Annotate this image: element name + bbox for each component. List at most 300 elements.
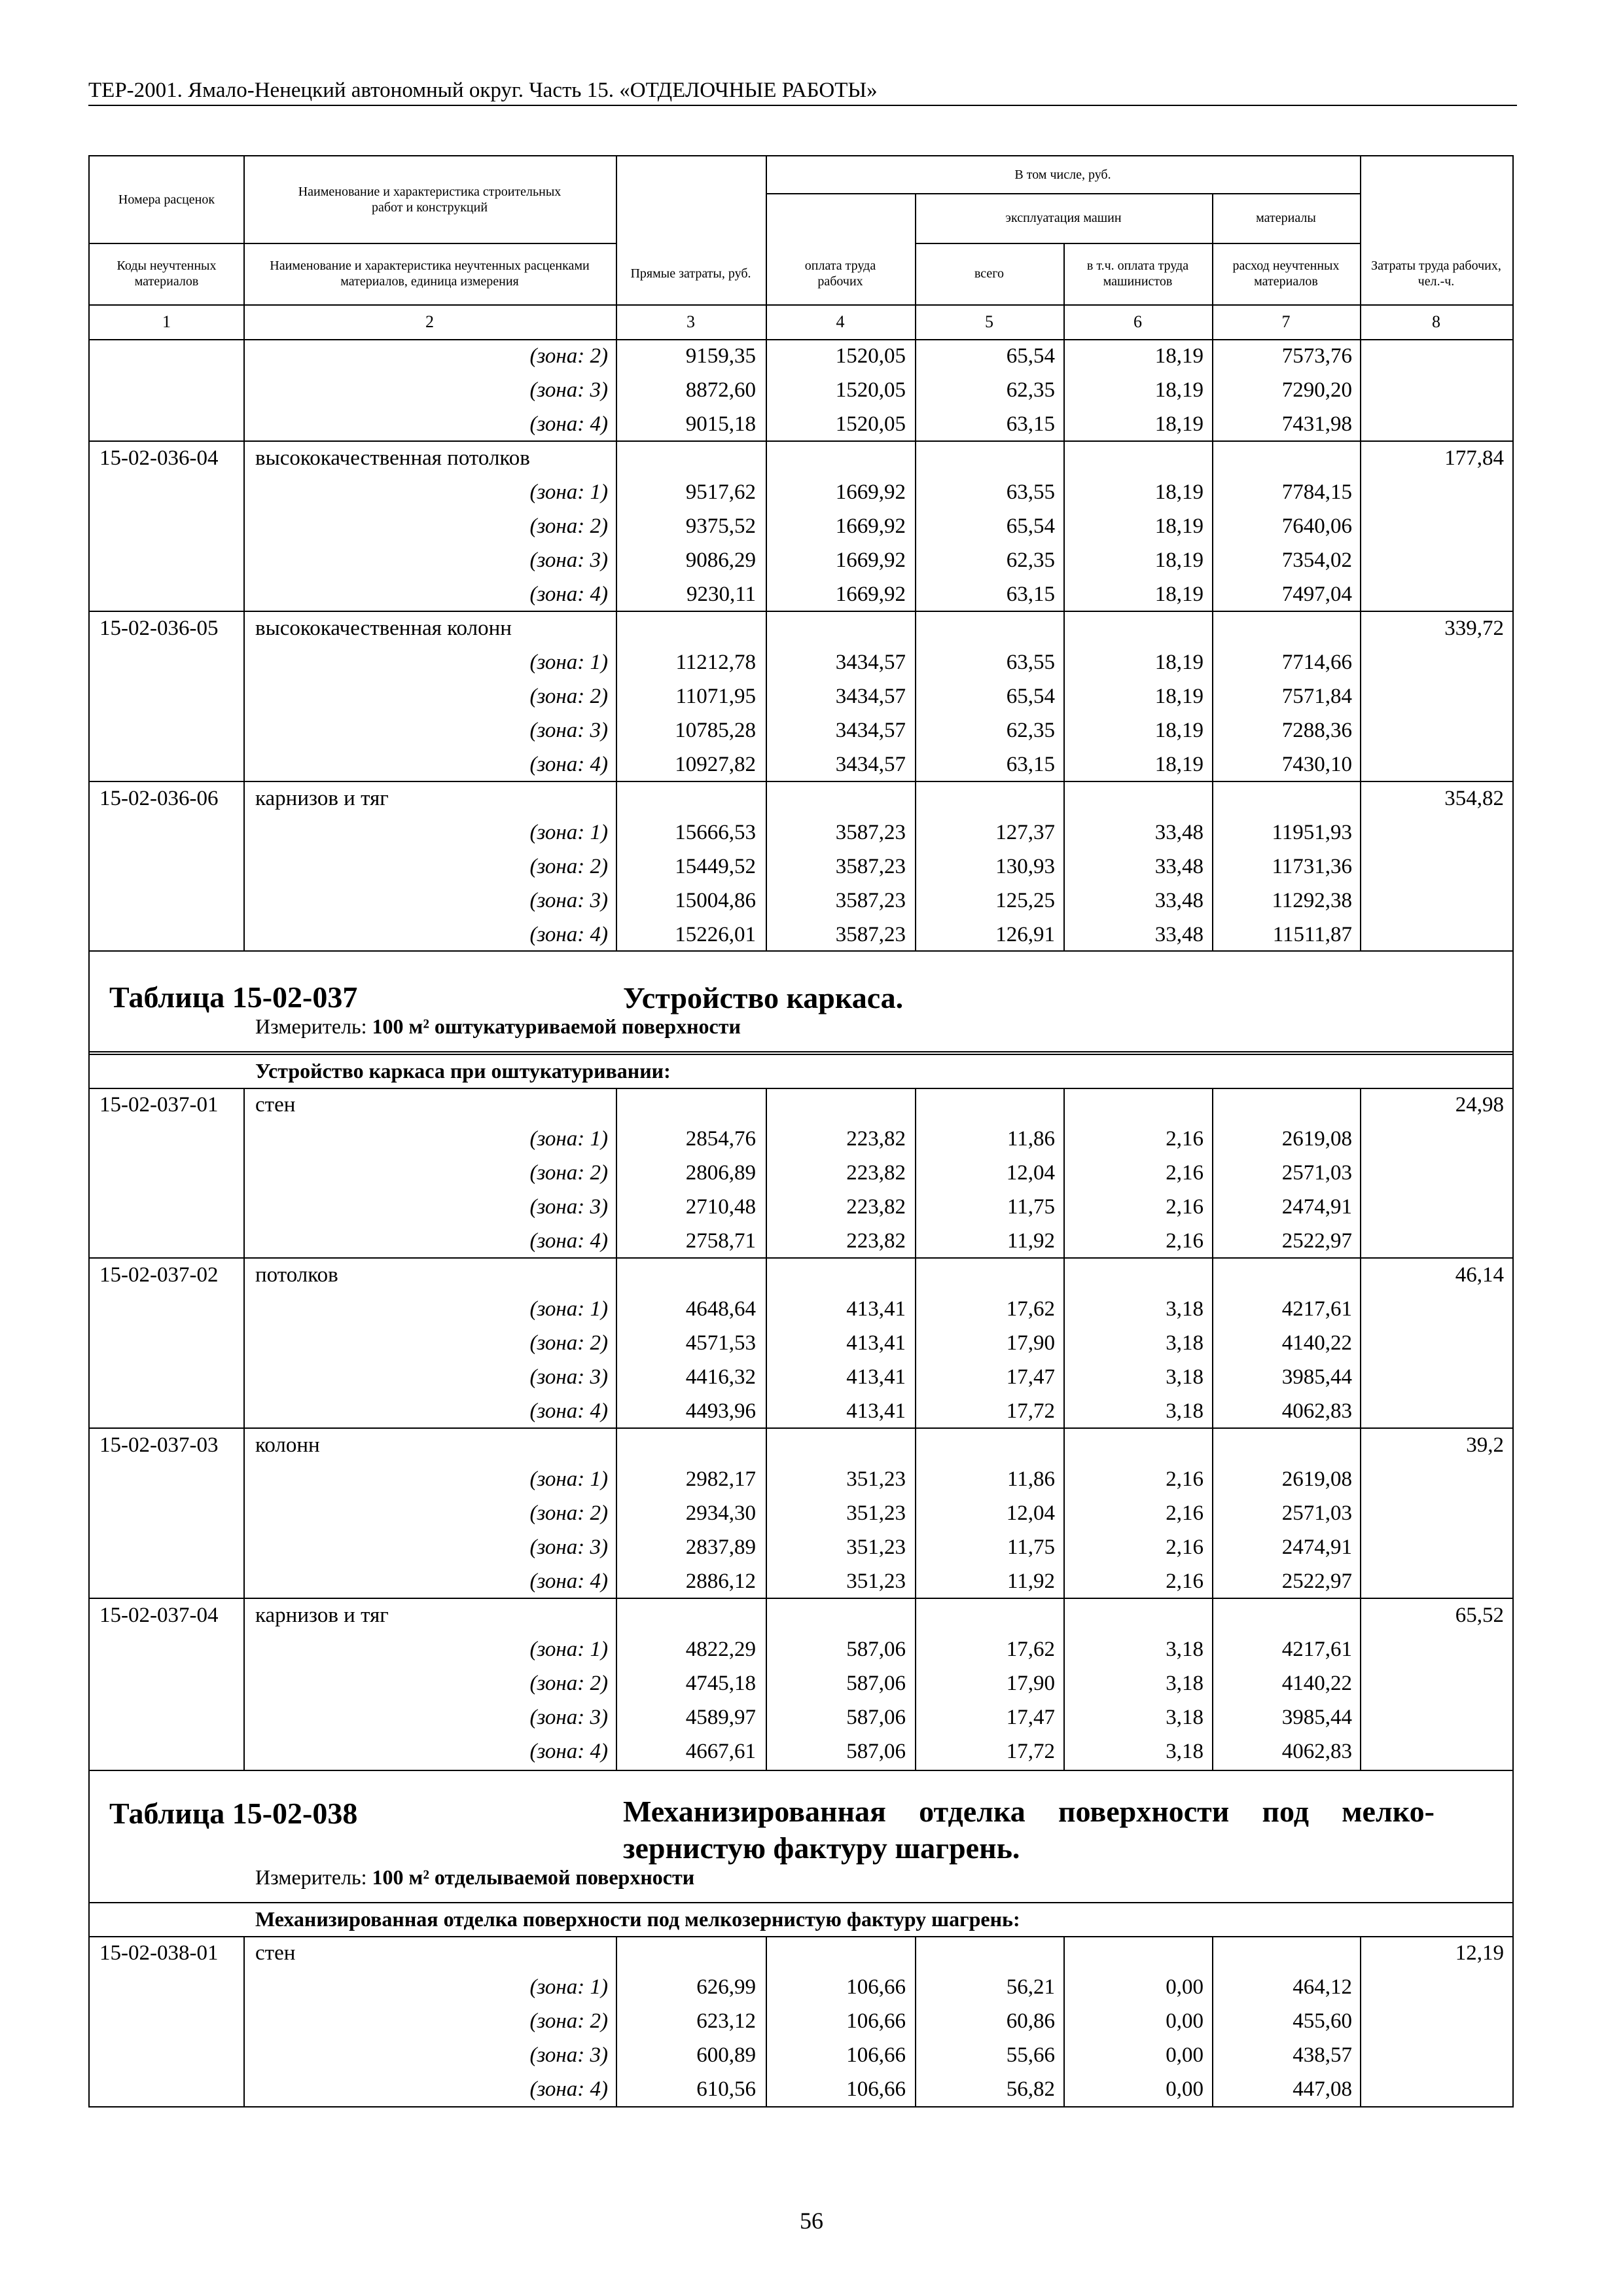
labor-wage: 587,06 [846,1672,906,1695]
materials-cost: 7714,66 [1281,651,1352,674]
table-row [90,1734,1512,1768]
zone-label: (зона: 4) [529,1570,608,1593]
table-body-037 [88,1088,1514,1771]
materials-cost: 7354,02 [1281,548,1352,572]
labor-wage: 106,66 [846,2009,906,2033]
materials-cost: 464,12 [1293,1975,1352,1999]
work-name: стен [255,1093,296,1117]
machine-total: 55,66 [1006,2043,1055,2067]
materials-cost: 7573,76 [1281,344,1352,368]
labor-wage: 3587,23 [835,889,906,912]
measurement-label: Измеритель: [255,1014,367,1038]
labor-hours: 177,84 [1444,446,1504,470]
table-number: Таблица 15-02-038 [109,1797,358,1830]
labor-hours: 24,98 [1455,1093,1504,1117]
table-row [90,1224,1512,1258]
zone-label: (зона: 2) [529,1501,608,1525]
materials-header: материалы [1256,211,1316,225]
machine-total: 17,62 [1006,1297,1055,1321]
materials-cost: 3985,44 [1281,1365,1352,1389]
machinist-wage: 2,16 [1166,1229,1204,1253]
col8-header: Затраты труда рабочих, чел.-ч. [1371,259,1501,289]
labor-wage: 3587,23 [835,855,906,878]
work-name: карнизов и тяг [255,1604,389,1627]
labor-wage: 3434,57 [835,685,906,708]
machinist-wage: 18,19 [1154,753,1204,776]
materials-cost: 2619,08 [1281,1467,1352,1491]
table-row [90,1394,1512,1428]
group-header: В том числе, руб. [1014,168,1111,182]
labor-hours: 46,14 [1455,1263,1504,1287]
labor-hours: 65,52 [1455,1604,1504,1627]
machinist-wage: 18,19 [1154,514,1204,538]
labor-wage: 351,23 [846,1501,906,1525]
labor-wage: 413,41 [846,1399,906,1423]
work-name: карнизов и тяг [255,787,389,810]
machine-total: 63,55 [1006,651,1055,674]
machinist-wage: 18,19 [1154,378,1204,402]
machine-total: 63,15 [1006,583,1055,606]
direct-cost: 4667,61 [685,1740,756,1763]
labor-wage: 1669,92 [835,514,906,538]
materials-cost: 4217,61 [1281,1297,1352,1321]
labor-wage: 351,23 [846,1570,906,1593]
table-row [90,1700,1512,1734]
zone-label: (зона: 1) [529,1467,608,1491]
machine-total: 63,15 [1006,753,1055,776]
machinist-wage: 18,19 [1154,685,1204,708]
direct-cost: 610,56 [696,2077,756,2101]
labor-wage: 3587,23 [835,821,906,844]
table-row [90,577,1512,611]
zone-label: (зона: 2) [529,855,608,878]
direct-cost: 11212,78 [675,651,756,674]
rate-code: 15-02-037-04 [99,1604,219,1627]
labor-wage: 106,66 [846,2043,906,2067]
table-row [90,884,1512,918]
direct-cost: 11071,95 [675,685,756,708]
machine-total: 11,75 [1007,1535,1055,1559]
zone-label: (зона: 4) [529,753,608,776]
direct-cost: 9517,62 [685,480,756,504]
machine-total: 130,93 [995,855,1055,878]
direct-cost: 10785,28 [675,719,756,742]
machine-total: 11,86 [1007,1467,1055,1491]
zone-label: (зона: 2) [529,514,608,538]
col-number: 5 [985,312,993,331]
machine-total: 17,47 [1006,1365,1055,1389]
zone-label: (зона: 2) [529,1331,608,1355]
rate-code: 15-02-037-02 [99,1263,219,1287]
table-body-038 [88,1936,1514,2108]
rate-code: 15-02-036-06 [99,787,219,810]
materials-cost: 4217,61 [1281,1638,1352,1661]
rate-code: 15-02-037-01 [99,1093,219,1117]
col-number: 7 [1281,312,1291,331]
materials-cost: 7290,20 [1281,378,1352,402]
machine-total: 62,35 [1006,378,1055,402]
direct-cost: 626,99 [696,1975,756,1999]
direct-cost: 15666,53 [675,821,756,844]
labor-wage: 1669,92 [835,480,906,504]
labor-wage: 587,06 [846,1706,906,1729]
machine-total: 11,86 [1007,1127,1055,1151]
zone-label: (зона: 4) [529,412,608,436]
zone-label: (зона: 4) [529,1740,608,1763]
materials-cost: 447,08 [1293,2077,1352,2101]
labor-wage: 587,06 [846,1740,906,1763]
labor-wage: 351,23 [846,1467,906,1491]
table-row [90,1598,1512,1632]
table-row [90,2004,1512,2038]
work-name: колонн [255,1433,320,1457]
machine-total: 125,25 [995,889,1055,912]
zone-label: (зона: 4) [529,1399,608,1423]
subheading: Механизированная отделка поверхности под мелкозернистую фактуру шагрень: [255,1907,1020,1931]
zone-label: (зона: 3) [529,1535,608,1559]
table-row [90,1326,1512,1360]
labor-wage: 1520,05 [835,412,906,436]
table-row [90,645,1512,679]
zone-label: (зона: 1) [529,1975,608,1999]
machinist-wage: 2,16 [1166,1161,1204,1185]
machinist-wage: 0,00 [1166,1975,1204,1999]
direct-cost: 4571,53 [685,1331,756,1355]
materials-cost: 3985,44 [1281,1706,1352,1729]
col1-top-header: Номера расценок [118,192,215,207]
table-row [90,816,1512,850]
zone-label: (зона: 2) [529,1161,608,1185]
machine-total: 56,82 [1006,2077,1055,2101]
direct-cost: 15449,52 [675,855,756,878]
table-row [90,781,1512,816]
measurement-value: 100 м² оштукатуриваемой поверхности [372,1014,741,1038]
materials-cost: 7431,98 [1281,412,1352,436]
col3-header: Прямые затраты, руб. [630,266,751,281]
materials-cost: 2522,97 [1281,1570,1352,1593]
col7-header: расход неучтенных материалов [1232,259,1340,289]
materials-cost: 2571,03 [1281,1501,1352,1525]
table-row [90,509,1512,543]
zone-label: (зона: 1) [529,821,608,844]
materials-cost: 11292,38 [1272,889,1352,912]
col-number: 2 [425,312,434,331]
rate-code: 15-02-037-03 [99,1433,219,1457]
materials-cost: 4140,22 [1281,1331,1352,1355]
machine-total: 17,72 [1006,1740,1055,1763]
machinist-wage: 33,48 [1154,821,1204,844]
table-row [90,1970,1512,2004]
col5-header: всего [974,266,1005,281]
direct-cost: 600,89 [696,2043,756,2067]
table-row [90,1122,1512,1156]
table-row [90,2072,1512,2106]
labor-wage: 1520,05 [835,378,906,402]
direct-cost: 2710,48 [685,1195,756,1219]
col2-bottom-header: Наименование и характеристика неучтенных расценками материалов, единица измерения [270,259,590,289]
rate-code: 15-02-036-04 [99,446,219,470]
direct-cost: 15226,01 [675,923,756,946]
materials-cost: 7640,06 [1281,514,1352,538]
machine-total: 126,91 [995,923,1055,946]
machine-total: 63,15 [1006,412,1055,436]
labor-wage: 351,23 [846,1535,906,1559]
machine-total: 65,54 [1006,344,1055,368]
zone-label: (зона: 3) [529,378,608,402]
direct-cost: 2806,89 [685,1161,756,1185]
col-number: 4 [836,312,845,331]
materials-cost: 4062,83 [1281,1399,1352,1423]
table-row [90,339,1512,373]
direct-cost: 4745,18 [685,1672,756,1695]
direct-cost: 9159,35 [685,344,756,368]
machinist-wage: 2,16 [1166,1501,1204,1525]
machine-total: 12,04 [1006,1501,1055,1525]
materials-cost: 455,60 [1293,2009,1352,2033]
zone-label: (зона: 1) [529,651,608,674]
direct-cost: 9375,52 [685,514,756,538]
table-row [90,611,1512,645]
direct-cost: 9086,29 [685,548,756,572]
zone-label: (зона: 3) [529,548,608,572]
materials-cost: 2474,91 [1281,1195,1352,1219]
machine-total: 12,04 [1006,1161,1055,1185]
table-row [90,747,1512,781]
zone-label: (зона: 3) [529,719,608,742]
running-header: ТЕР-2001. Ямало-Ненецкий автономный округ. Часть 15. «ОТДЕЛОЧНЫЕ РАБОТЫ» [88,79,878,102]
table-row [90,543,1512,577]
table-row [90,918,1512,952]
col-number: 3 [687,312,695,331]
zone-label: (зона: 1) [529,1638,608,1661]
measurement-unit [255,1865,694,1890]
labor-wage: 223,82 [846,1127,906,1151]
table-row [90,1360,1512,1394]
machinist-wage: 18,19 [1154,480,1204,504]
work-name: потолков [255,1263,338,1287]
direct-cost: 2837,89 [685,1535,756,1559]
materials-cost: 2619,08 [1281,1127,1352,1151]
table-row [90,407,1512,441]
table-title: Устройство каркаса. [623,981,904,1014]
machinist-wage: 0,00 [1166,2043,1204,2067]
machinist-wage: 0,00 [1166,2009,1204,2033]
machine-total: 17,90 [1006,1672,1055,1695]
machinist-wage: 18,19 [1154,719,1204,742]
machinist-wage: 3,18 [1166,1740,1204,1763]
direct-cost: 2854,76 [685,1127,756,1151]
table-body-036 [88,339,1514,952]
materials-cost: 2474,91 [1281,1535,1352,1559]
machine-total: 60,86 [1006,2009,1055,2033]
labor-hours: 12,19 [1455,1941,1504,1965]
table-row [90,679,1512,713]
labor-wage: 413,41 [846,1331,906,1355]
zone-label: (зона: 1) [529,1297,608,1321]
labor-wage: 223,82 [846,1161,906,1185]
table-row [90,475,1512,509]
machinist-wage: 2,16 [1166,1467,1204,1491]
machinist-wage: 3,18 [1166,1365,1204,1389]
machine-total: 65,54 [1006,685,1055,708]
machinist-wage: 18,19 [1154,583,1204,606]
materials-cost: 438,57 [1293,2043,1352,2067]
direct-cost: 2934,30 [685,1501,756,1525]
direct-cost: 623,12 [696,2009,756,2033]
zone-label: (зона: 2) [529,344,608,368]
machine-total: 17,90 [1006,1331,1055,1355]
materials-cost: 7288,36 [1281,719,1352,742]
machine-total: 11,92 [1007,1229,1055,1253]
labor-wage: 413,41 [846,1297,906,1321]
header-rule [88,105,1517,106]
table-header [88,155,1514,340]
labor-hours: 354,82 [1444,787,1504,810]
table-title: Механизированная отделка поверхности под мелко-зернистую фактуру шагрень. [623,1795,1435,1865]
col4-header: оплата труда рабочих [804,259,876,289]
direct-cost: 4416,32 [685,1365,756,1389]
subheading: Устройство каркаса при оштукатуривании: [255,1059,671,1083]
table-row [90,850,1512,884]
rate-code: 15-02-036-05 [99,617,219,640]
col1-bottom-header: Коды неучтенных материалов [116,259,217,289]
materials-cost: 2571,03 [1281,1161,1352,1185]
table-row [90,1258,1512,1292]
machinist-wage: 33,48 [1154,923,1204,946]
machinist-wage: 18,19 [1154,548,1204,572]
table-row [90,1088,1512,1122]
measurement-unit [255,1014,741,1039]
labor-wage: 413,41 [846,1365,906,1389]
table-row [90,1496,1512,1530]
machinist-wage: 3,18 [1166,1672,1204,1695]
zone-label: (зона: 3) [529,2043,608,2067]
table-row [90,373,1512,407]
direct-cost: 9015,18 [685,412,756,436]
labor-hours: 39,2 [1466,1433,1504,1457]
labor-wage: 1520,05 [835,344,906,368]
table-row [90,1292,1512,1326]
materials-cost: 4140,22 [1281,1672,1352,1695]
measurement-value: 100 м² отделываемой поверхности [372,1865,695,1889]
col-number: 6 [1133,312,1142,331]
table-row [90,1666,1512,1700]
col-number: 8 [1432,312,1440,331]
machinist-wage: 33,48 [1154,889,1204,912]
machinist-wage: 0,00 [1166,2077,1204,2101]
materials-cost: 7571,84 [1281,685,1352,708]
labor-wage: 1669,92 [835,548,906,572]
zone-label: (зона: 4) [529,2077,608,2101]
table-row [90,1428,1512,1462]
labor-wage: 587,06 [846,1638,906,1661]
table-row [90,1632,1512,1666]
machinist-wage: 2,16 [1166,1195,1204,1219]
materials-cost: 7784,15 [1281,480,1352,504]
labor-wage: 1669,92 [835,583,906,606]
labor-wage: 3434,57 [835,719,906,742]
page-number: 56 [800,2208,823,2234]
machine-total: 17,62 [1006,1638,1055,1661]
labor-wage: 3434,57 [835,753,906,776]
machine-total: 11,75 [1007,1195,1055,1219]
zone-label: (зона: 3) [529,1365,608,1389]
direct-cost: 2982,17 [685,1467,756,1491]
zone-label: (зона: 4) [529,1229,608,1253]
labor-hours: 339,72 [1444,617,1504,640]
labor-wage: 223,82 [846,1195,906,1219]
materials-cost: 2522,97 [1281,1229,1352,1253]
materials-cost: 11951,93 [1272,821,1352,844]
machine-total: 11,92 [1007,1570,1055,1593]
direct-cost: 2886,12 [685,1570,756,1593]
col6-header: в т.ч. оплата труда машинистов [1086,259,1189,289]
table-caption-038 [88,1770,1514,1903]
zone-label: (зона: 2) [529,685,608,708]
machine-total: 63,55 [1006,480,1055,504]
zone-label: (зона: 4) [529,923,608,946]
table-number: Таблица 15-02-037 [109,980,358,1014]
machinist-wage: 3,18 [1166,1297,1204,1321]
work-name: стен [255,1941,296,1965]
zone-label: (зона: 4) [529,583,608,606]
machine-total: 17,72 [1006,1399,1055,1423]
machinist-wage: 3,18 [1166,1399,1204,1423]
table-row [90,1530,1512,1564]
measurement-label: Измеритель: [255,1865,367,1889]
zone-label: (зона: 2) [529,1672,608,1695]
direct-cost: 4589,97 [685,1706,756,1729]
table-row [90,441,1512,475]
zone-label: (зона: 2) [529,2009,608,2033]
table-row [90,1156,1512,1190]
direct-cost: 4493,96 [685,1399,756,1423]
labor-wage: 3434,57 [835,651,906,674]
machinist-wage: 33,48 [1154,855,1204,878]
labor-wage: 106,66 [846,2077,906,2101]
machine-total: 17,47 [1006,1706,1055,1729]
table-row [90,1462,1512,1496]
machine-total: 62,35 [1006,719,1055,742]
table-row [90,1936,1512,1970]
machine-total: 127,37 [995,821,1055,844]
machinist-wage: 3,18 [1166,1638,1204,1661]
table-row [90,1564,1512,1598]
machinist-wage: 2,16 [1166,1127,1204,1151]
machinist-wage: 18,19 [1154,651,1204,674]
machine-total: 62,35 [1006,548,1055,572]
machinist-wage: 18,19 [1154,344,1204,368]
materials-cost: 4062,83 [1281,1740,1352,1763]
subheading-row-037 [88,1054,1514,1089]
table-row [90,2038,1512,2072]
materials-cost: 11731,36 [1272,855,1352,878]
subheading-row-038 [88,1902,1514,1937]
zone-label: (зона: 1) [529,1127,608,1151]
machinist-wage: 3,18 [1166,1331,1204,1355]
work-name: высококачественная потолков [255,446,530,470]
zone-label: (зона: 3) [529,1195,608,1219]
table-row [90,1190,1512,1224]
machinist-wage: 2,16 [1166,1570,1204,1593]
col-number: 1 [162,312,171,331]
materials-cost: 7430,10 [1281,753,1352,776]
col2-top-header: Наименование и характеристика строительных работ и конструкций [298,185,562,215]
table-caption-037 [88,950,1514,1055]
direct-cost: 8872,60 [685,378,756,402]
rate-code: 15-02-038-01 [99,1941,219,1965]
machinist-wage: 18,19 [1154,412,1204,436]
